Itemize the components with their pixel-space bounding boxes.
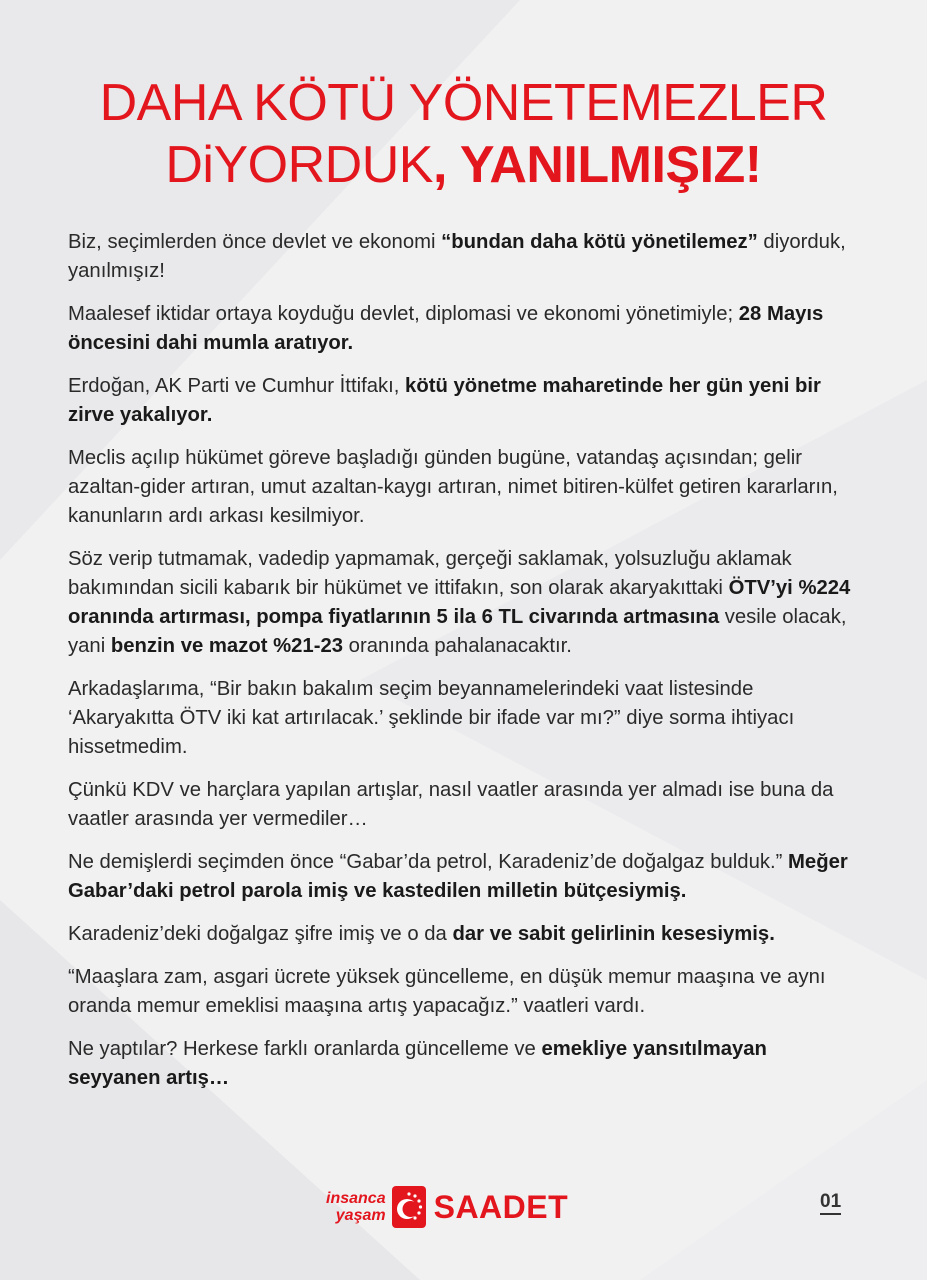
- paragraph-9: Karadeniz’deki doğalgaz şifre imiş ve o da dar ve sabit gelirlinin kesesiymiş.: [68, 923, 775, 945]
- paragraph-6: Arkadaşlarıma, “Bir bakın bakalım seçim beyannamelerindeki vaat listesinde ‘Akaryakıtta ÖTV iki kat artırılacak.’ şeklinde bir ifade var mı?” diye sorma ihtiyacı hissetmedim.: [68, 678, 795, 758]
- page-number: 01: [820, 1192, 841, 1215]
- paragraph-7: Çünkü KDV ve harçlara yapılan artışlar, nasıl vaatler arasında yer almadı ise buna da vaatler arasında yer vermediler…: [68, 779, 834, 830]
- title-line-1: DAHA KÖTÜ YÖNETEMEZLER: [99, 74, 828, 132]
- paragraph-5: Söz verip tutmamak, vadedip yapmamak, gerçeği saklamak, yolsuzluğu aklamak bakımından sicili kabarık bir hükümet ve ittifakın, son olarak akaryakıttaki ÖTV’yi %224 oranında artırması, pompa fiyatlarının 5 ila 6 TL civarında artmasına vesile olacak, yani benzin ve mazot %21-23 oranında pahalanacaktır.: [68, 548, 851, 657]
- paragraph-11: Ne yaptılar? Herkese farklı oranlarda güncelleme ve emekliye yansıtılmayan seyyanen artış…: [68, 1038, 767, 1089]
- title-bold: , YANILMIŞIZ!: [432, 136, 762, 194]
- title-regular: DiYORDUK: [165, 136, 433, 194]
- paragraph-8: Ne demişlerdi seçimden önce “Gabar’da petrol, Karadeniz’de doğalgaz bulduk.” Meğer Gabar’daki petrol parola imiş ve kastedilen milletin bütçesiymiş.: [68, 851, 848, 902]
- party-logo: [326, 1184, 568, 1230]
- logo-slogan: insanca yaşam: [326, 1190, 386, 1224]
- title-line-2: [0, 134, 927, 196]
- page-title: [0, 72, 927, 196]
- crescent-star-icon: [392, 1186, 426, 1228]
- paragraph-3: Erdoğan, AK Parti ve Cumhur İttifakı, kötü yönetme maharetinde her gün yeni bir zirve yakalıyor.: [68, 375, 821, 426]
- paragraph-1: Biz, seçimlerden önce devlet ve ekonomi “bundan daha kötü yönetilemez” diyorduk, yanılmışız!: [68, 231, 846, 282]
- logo-brand: SAADET: [433, 1188, 569, 1225]
- paragraph-4: Meclis açılıp hükümet göreve başladığı günden bugüne, vatandaş açısından; gelir azaltan-gider artıran, umut azaltan-kaygı artıran, nimet bitiren-külfet getiren kararların, kanunların ardı arkası kesilmiyor.: [68, 447, 838, 527]
- article-body: [68, 228, 858, 1107]
- paragraph-2: Maalesef iktidar ortaya koyduğu devlet, diplomasi ve ekonomi yönetimiyle; 28 Mayıs öncesini dahi mumla aratıyor.: [68, 303, 824, 354]
- paragraph-10: “Maaşlara zam, asgari ücrete yüksek güncelleme, en düşük memur maaşına ve aynı oranda memur emeklisi maaşına artış yapacağız.” vaatleri vardı.: [68, 966, 826, 1017]
